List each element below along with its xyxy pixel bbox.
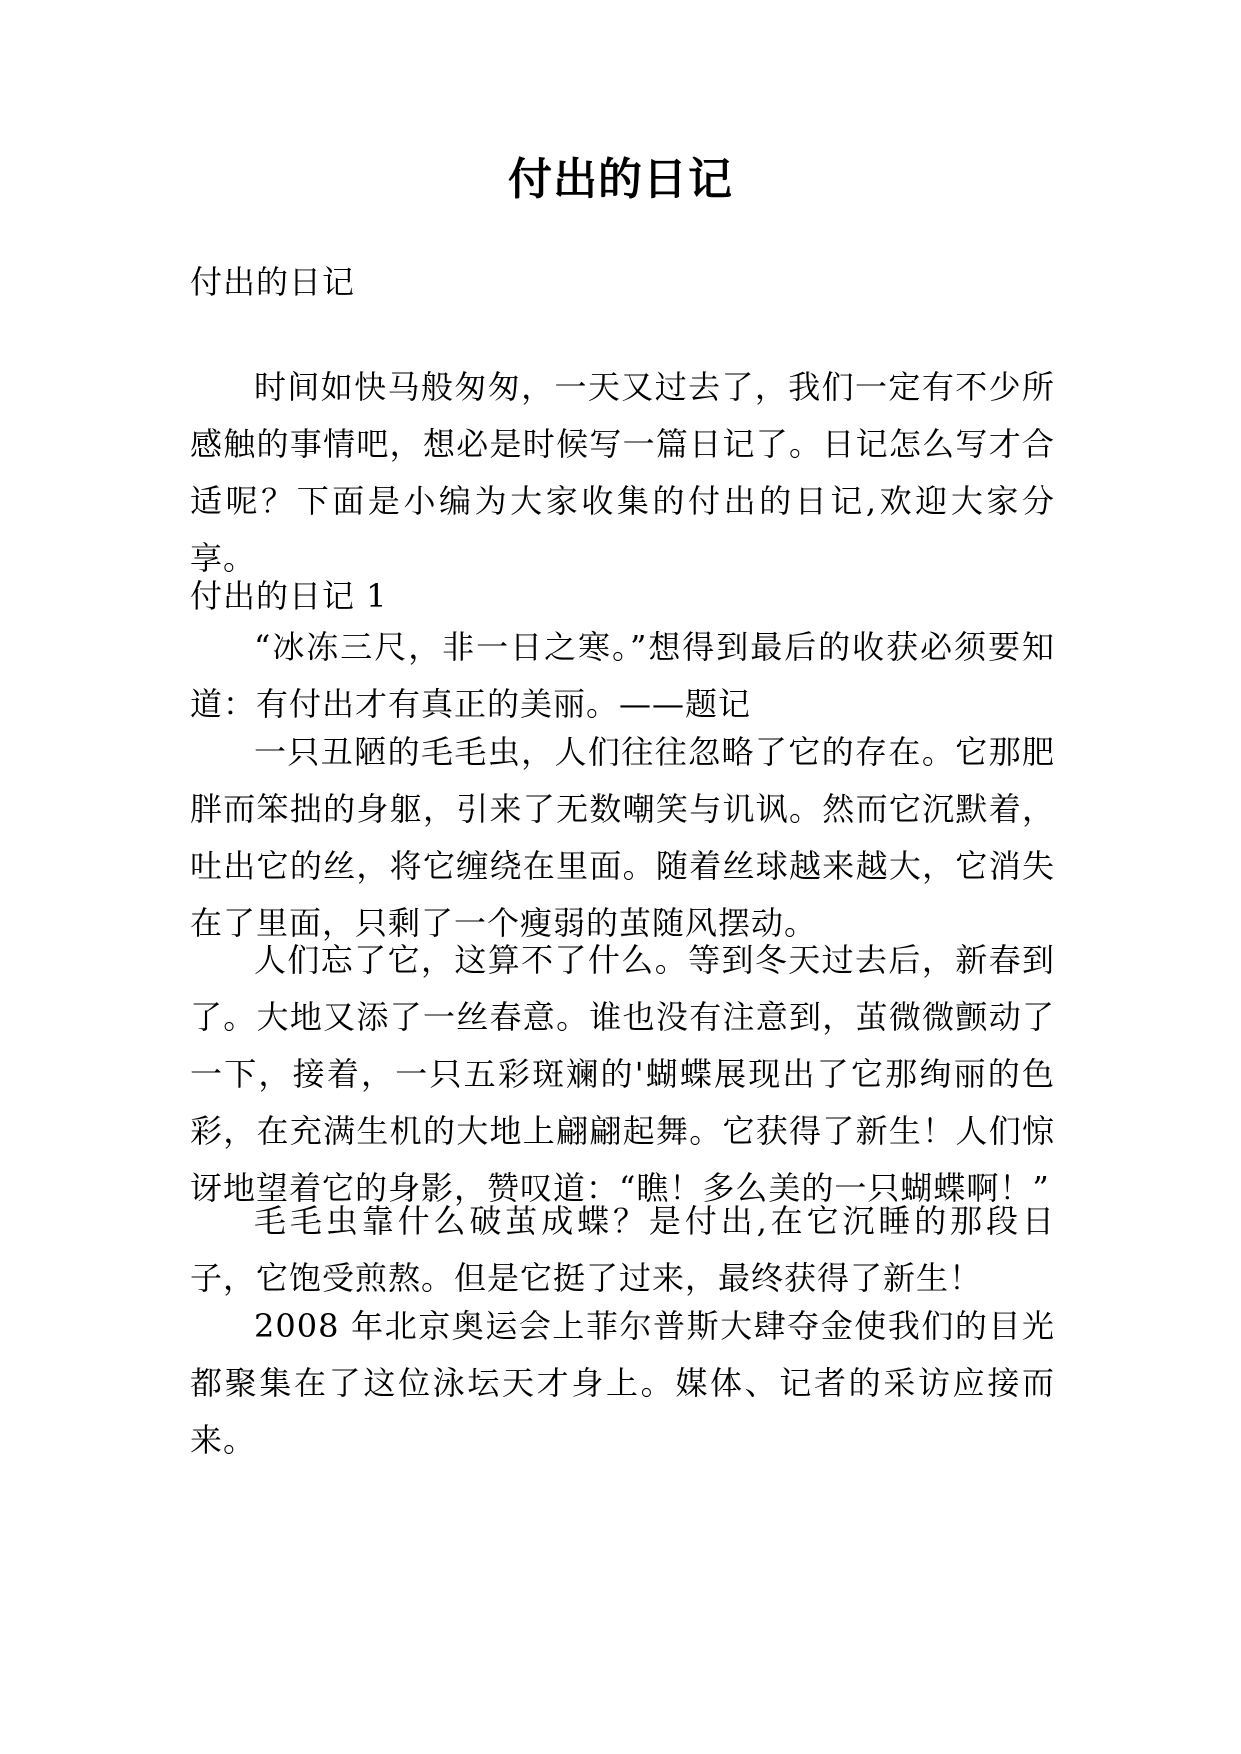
paragraph-epigraph: “冰冻三尺，非一日之寒。”想得到最后的收获必须要知道：有付出才有真正的美丽。——题记 [190,628,1055,723]
section-heading-1: 付出的日记 1 [190,577,388,615]
paragraph-caterpillar: 一只丑陋的毛毛虫，人们往往忽略了它的存在。它那肥胖而笨拙的身躯，引来了无数嘲笑与讥讽。然而它沉默着，吐出它的丝，将它缠绕在里面。随着丝球越来越大，它消失在了里面，只剩了一个瘦弱的茧随风摆动。 [190,733,1055,942]
paragraph-spring: 人们忘了它，这算不了什么。等到冬天过去后，新春到了。大地又添了一丝春意。谁也没有注意到，茧微微颤动了一下，接着，一只五彩斑斓的'蝴蝶展现出了它那绚丽的色彩，在充满生机的大地上翩翩起舞。它获得了新生！人们惊讶地望着它的身影，赞叹道：“瞧！多么美的一只蝴蝶啊！” [190,941,1055,1207]
intro-paragraph: 时间如快马般匆匆，一天又过去了，我们一定有不少所感触的事情吧，想必是时候写一篇日记了。日记怎么写才合适呢？下面是小编为大家收集的付出的日记,欢迎大家分享。 [190,368,1055,577]
document-title: 付出的日记 [508,154,733,205]
paragraph-olympics: 2008 年北京奥运会上菲尔普斯大肆夺金使我们的目光都聚集在了这位泳坛天才身上。媒体、记者的采访应接而来。 [190,1307,1055,1459]
subtitle: 付出的日记 [190,263,356,301]
paragraph-cocoon: 毛毛虫靠什么破茧成蝶？是付出,在它沉睡的那段日子，它饱受煎熬。但是它挺了过来，最终获得了新生！ [190,1202,1055,1297]
